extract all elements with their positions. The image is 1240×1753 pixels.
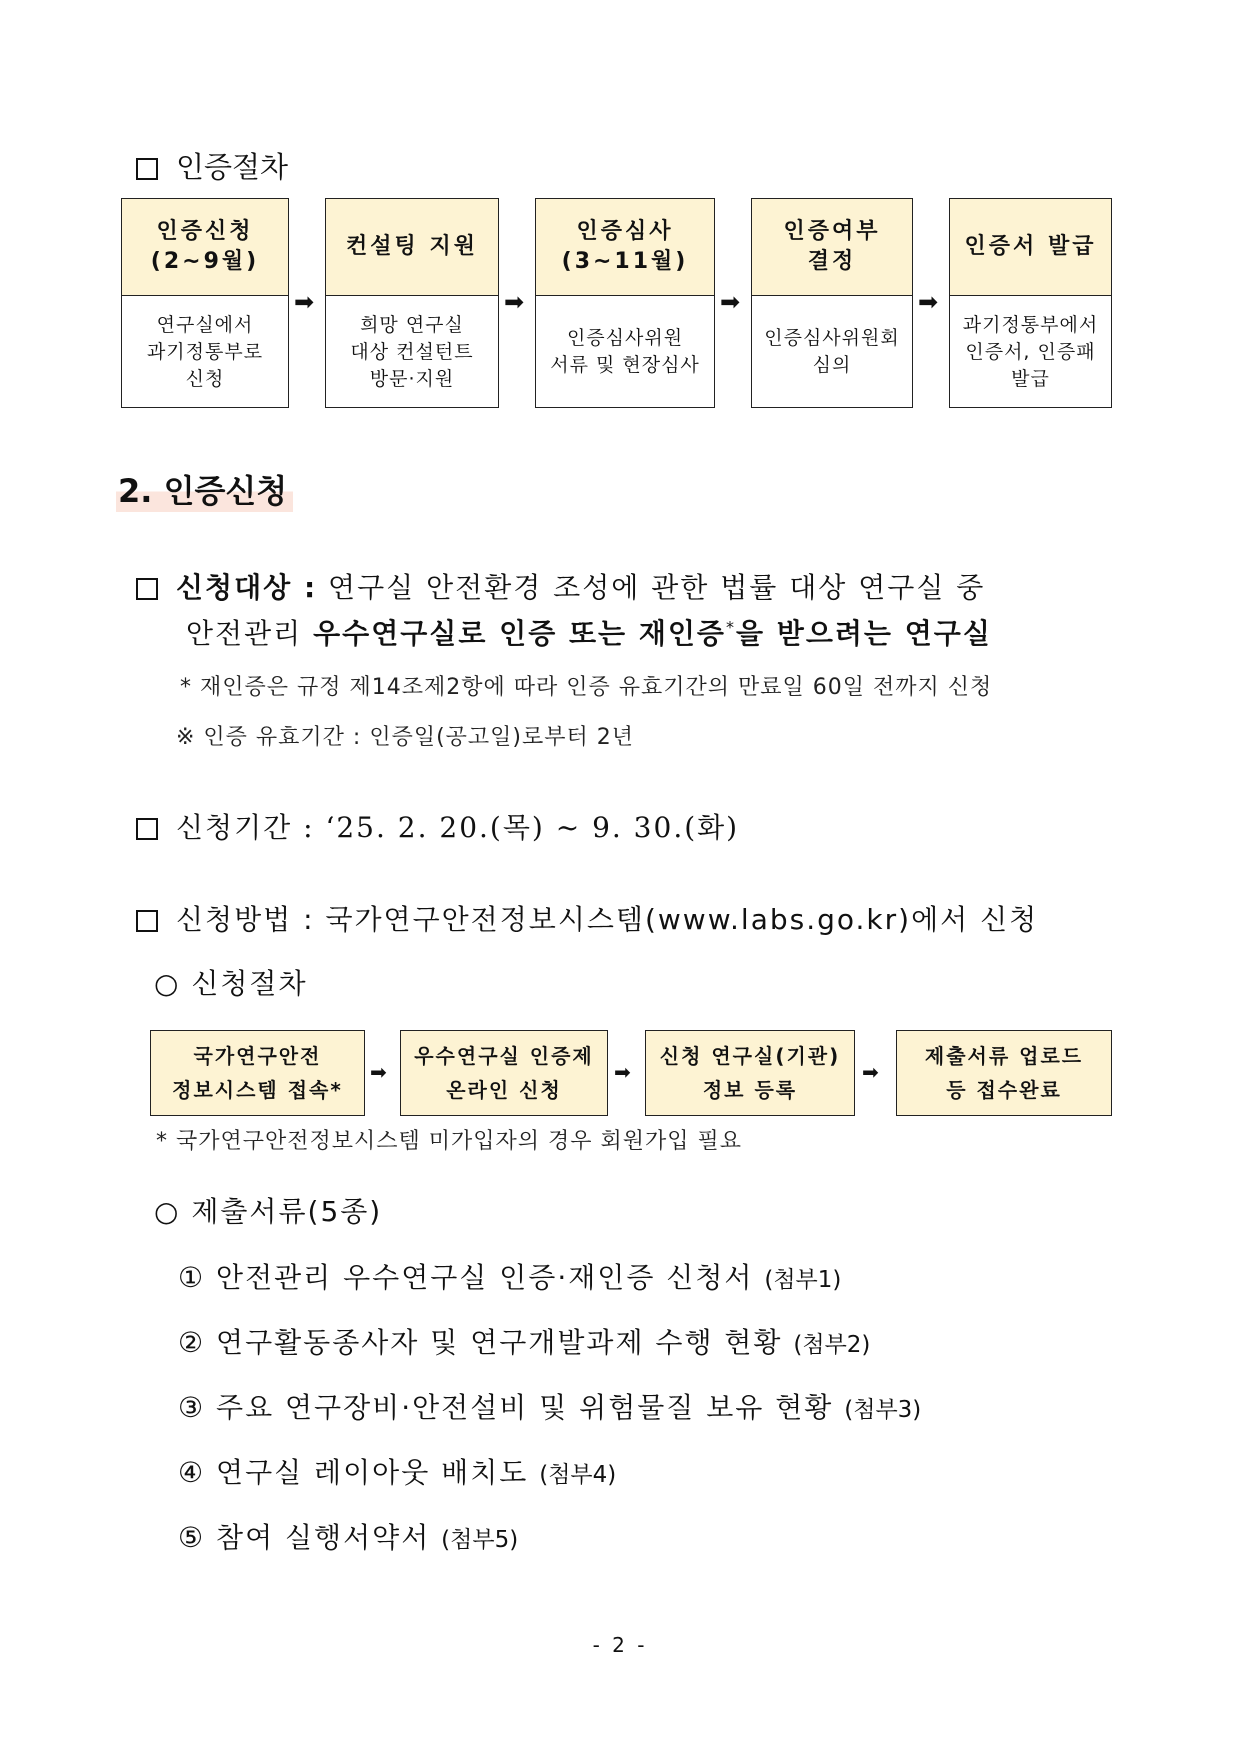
footnote-star: * [725,617,736,637]
cert-procedure-heading [136,145,288,186]
method-line [136,898,1038,938]
documents-title: ○ 제출서류(5종) [154,1195,383,1228]
item-attachment: (첨부5) [441,1527,519,1553]
item-number: ③ [178,1391,206,1424]
arrow-right-icon: ➡ [614,1060,631,1084]
item-attachment: (첨부3) [844,1397,922,1423]
arrow-right-icon: ➡ [504,288,525,316]
step-description: 인증심사위원회 심의 [764,327,900,376]
apply-step-3: 신청 연구실(기관) 정보 등록 [645,1030,855,1116]
procedure-step-5 [949,198,1112,408]
target-text-2b: 우수연구실로 인증 또는 재인증 [313,617,726,650]
checkbox-square-icon [136,910,158,932]
procedure-step-1 [121,198,289,408]
target-line-1 [136,566,1116,606]
arrow-right-icon: ➡ [370,1060,387,1084]
target-note-reauth: * 재인증은 규정 제14조제2항에 따라 인증 유효기간의 만료일 60일 전까지 신청 [180,675,993,700]
step-title: 인증심사 [576,219,674,244]
arrow-right-icon: ➡ [720,288,741,316]
step-subtitle: 결정 [807,249,857,274]
period-label: 신청기간 : [176,811,315,844]
target-line-2 [186,612,992,652]
target-label: 신청대상 : [176,571,318,604]
method-subtitle: ○ 신청절차 [154,967,308,1000]
item-text: 안전관리 우수연구실 인증·재인증 신청서 [216,1261,754,1294]
apply-step-1: 국가연구안전 정보시스템 접속* [150,1030,365,1116]
method-value: 국가연구안전정보시스템(www.labs.go.kr)에서 신청 [325,903,1039,936]
checkbox-square-icon [136,578,158,600]
step-description: 과기정통부에서 인증서, 인증패 발급 [962,313,1099,390]
arrow-right-icon: ➡ [918,288,939,316]
arrow-right-icon: ➡ [294,288,315,316]
target-text-2a: 안전관리 [186,617,303,650]
target-text-1: 연구실 안전환경 조성에 관한 법률 대상 연구실 중 [328,571,986,604]
item-text: 주요 연구장비·안전설비 및 위험물질 보유 현황 [216,1391,834,1424]
target-note-validity: ※ 인증 유효기간 : 인증일(공고일)로부터 2년 [176,725,635,750]
section-2-heading: 2. 인증신청 [116,466,293,512]
item-number: ⑤ [178,1521,206,1554]
apply-step-2: 우수연구실 인증제 온라인 신청 [400,1030,608,1116]
step-description: 연구실에서 과기정통부로 신청 [146,313,264,390]
document-item-4 [178,1451,616,1491]
page-number: - 2 - [592,1633,648,1657]
document-item-3 [178,1386,921,1426]
cert-procedure-title: 인증절차 [176,150,289,184]
item-attachment: (첨부2) [793,1332,871,1358]
step-subtitle: (3~11월) [561,249,689,274]
arrow-right-icon: ➡ [862,1060,879,1084]
step-title: 컨설팅 지원 [346,234,478,259]
procedure-step-3 [535,198,715,408]
step-title: 인증여부 [783,219,881,244]
checkbox-square-icon [136,158,158,180]
document-item-5 [178,1516,518,1556]
item-number: ① [178,1261,206,1294]
step-title: 인증서 발급 [964,234,1097,259]
period-line [136,806,739,846]
item-number: ④ [178,1456,206,1489]
step-title: 인증신청 [156,219,254,244]
item-text: 연구활동종사자 및 연구개발과제 수행 현황 [216,1326,783,1359]
document-item-2 [178,1321,870,1361]
item-attachment: (첨부1) [764,1267,842,1293]
checkbox-square-icon [136,818,158,840]
item-text: 참여 실행서약서 [216,1521,431,1554]
method-note: * 국가연구안전정보시스템 미가입자의 경우 회원가입 필요 [156,1129,743,1154]
target-text-2c: 을 받으려는 연구실 [735,617,992,650]
step-description: 희망 연구실 대상 컨설턴트 방문·지원 [350,313,474,390]
item-number: ② [178,1326,206,1359]
item-attachment: (첨부4) [539,1462,617,1488]
method-label: 신청방법 : [176,903,315,936]
period-value: ‘25. 2. 20.(목) ~ 9. 30.(화) [325,811,740,844]
procedure-step-4 [751,198,913,408]
apply-step-4: 제출서류 업로드 등 접수완료 [896,1030,1112,1116]
item-text: 연구실 레이아웃 배치도 [216,1456,529,1489]
step-subtitle: (2~9월) [150,249,260,274]
document-item-1 [178,1256,841,1296]
procedure-step-2 [325,198,499,408]
step-description: 인증심사위원 서류 및 현장심사 [550,327,700,376]
